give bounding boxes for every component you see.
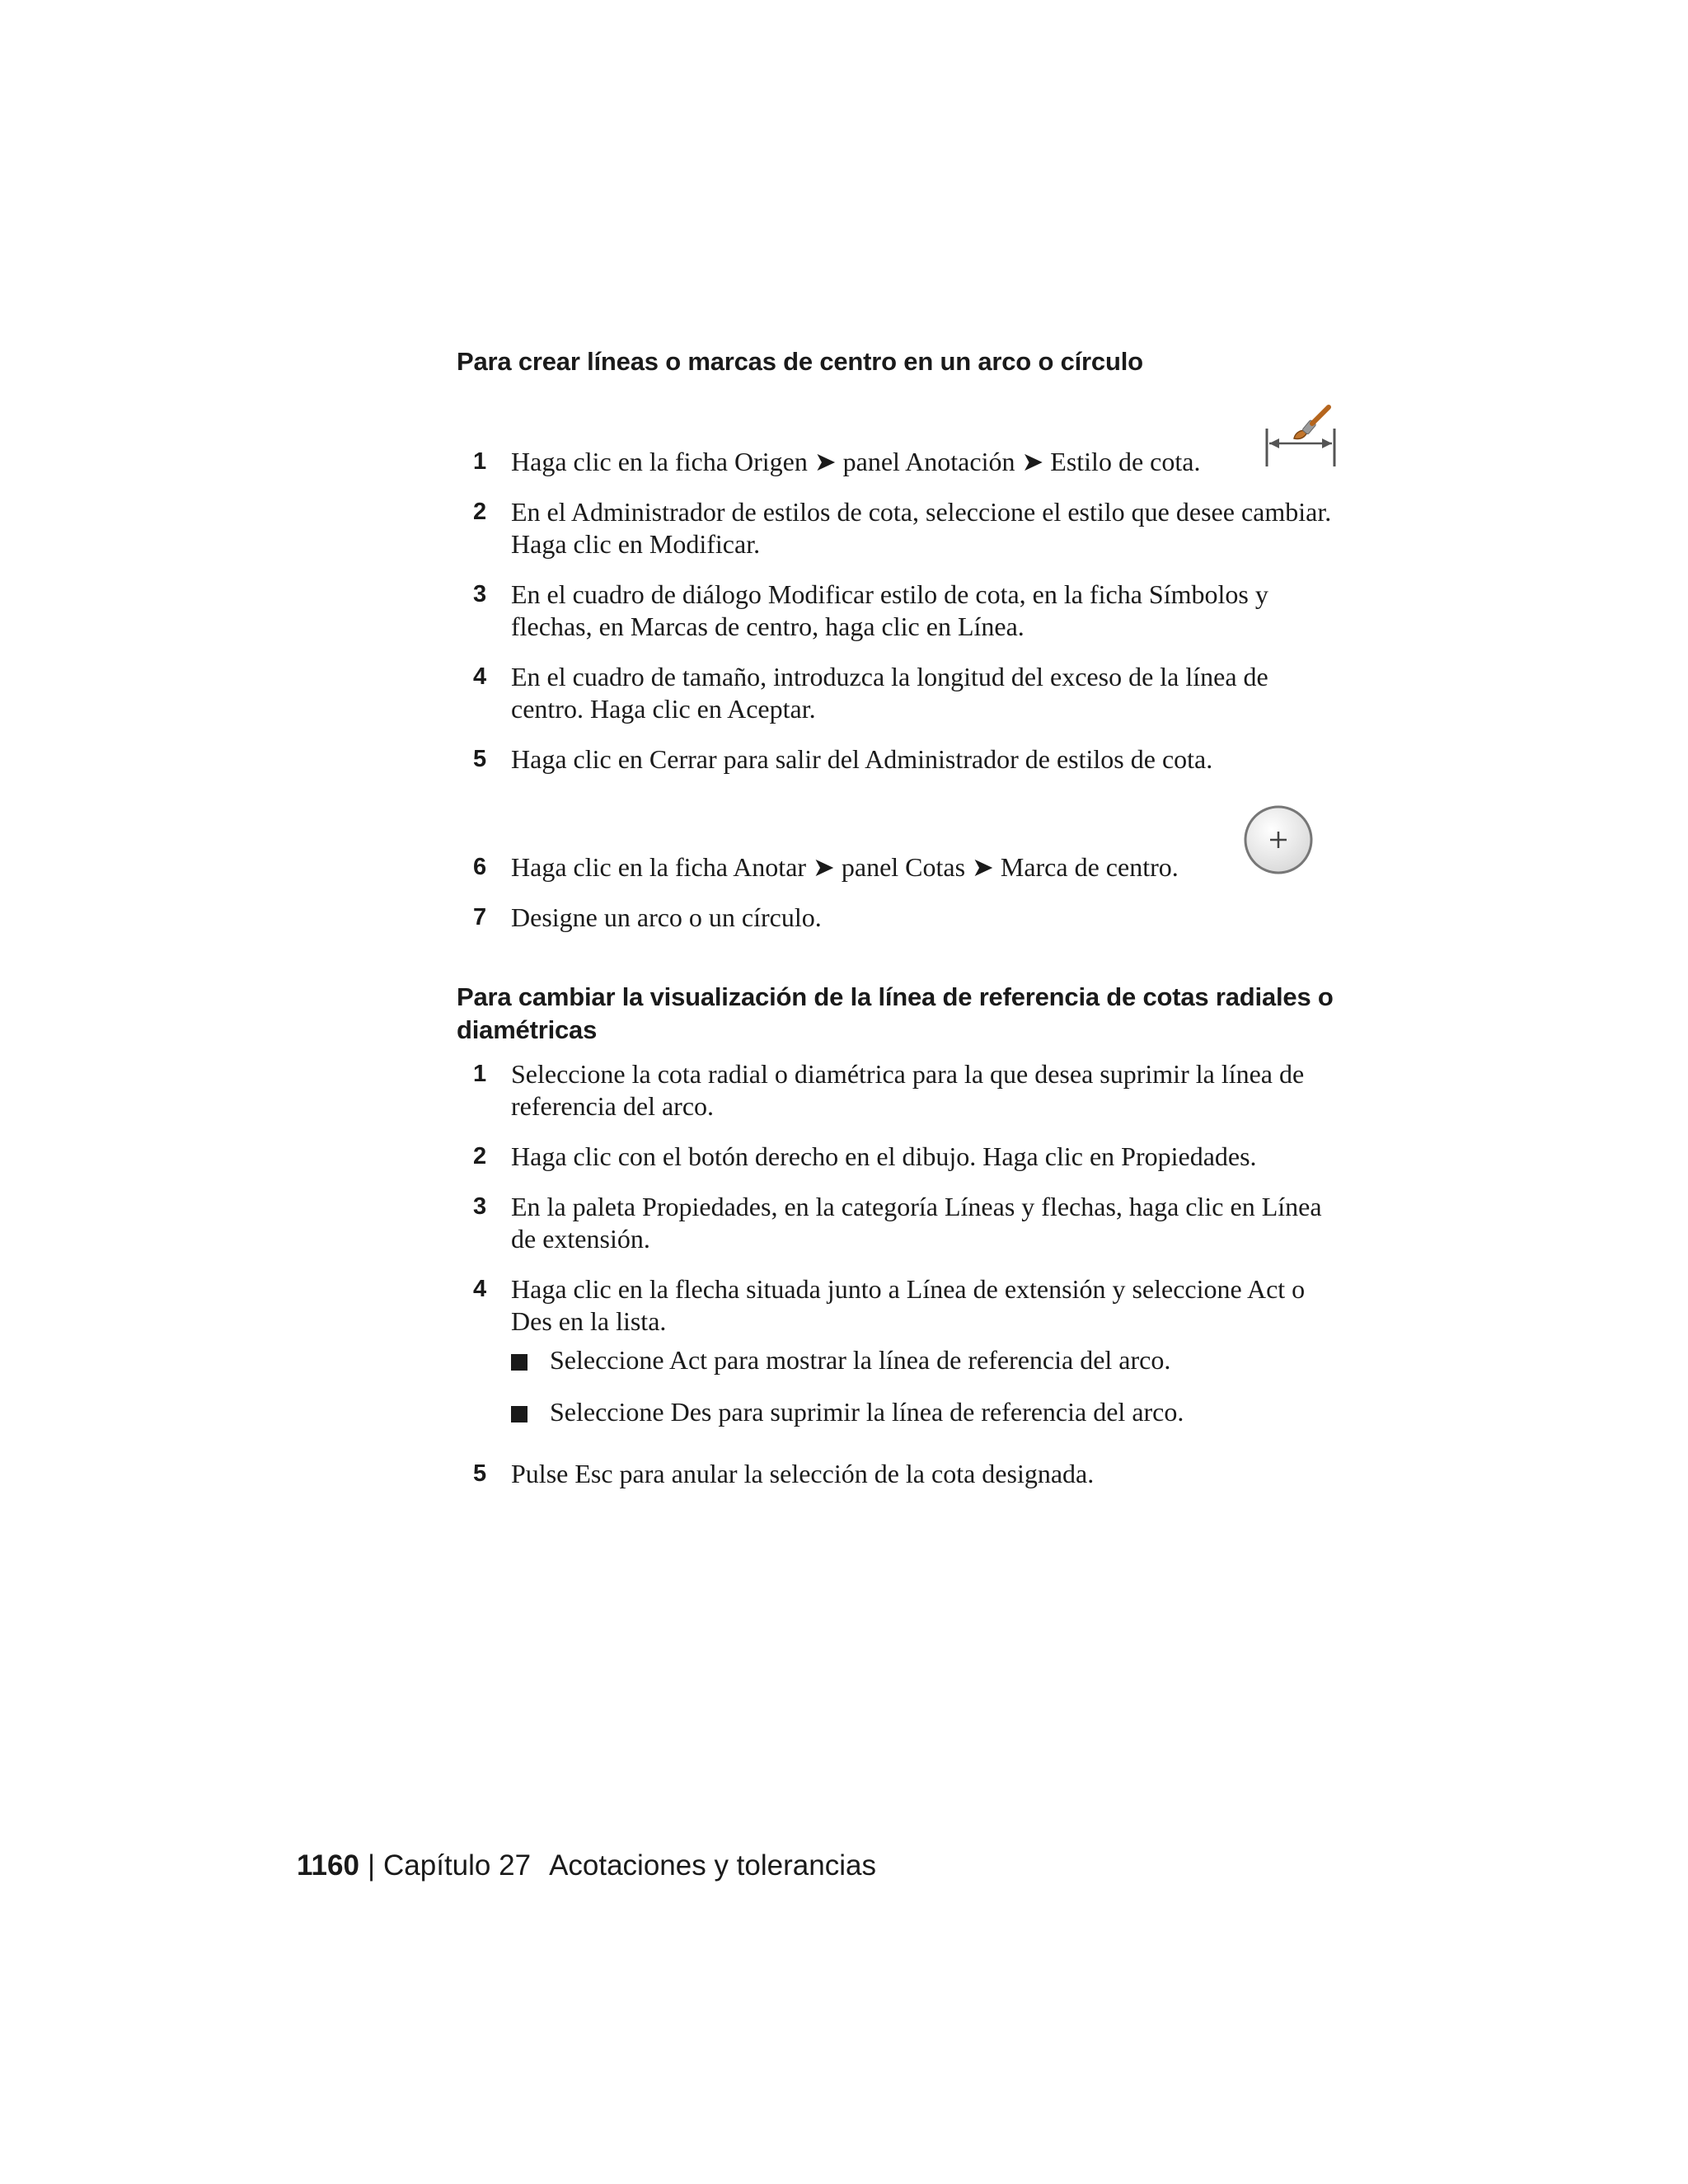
steps-list bbox=[457, 446, 1347, 776]
list-item bbox=[457, 1273, 1347, 1428]
step-text: Seleccione la cota radial o diamétrica para la que desea suprimir la línea de referencia del arco. bbox=[511, 1059, 1305, 1121]
step-number: 2 bbox=[473, 499, 487, 525]
steps-list bbox=[457, 851, 1347, 934]
step-number: 4 bbox=[473, 1276, 487, 1302]
footer-separator: | bbox=[367, 1849, 376, 1882]
list-item bbox=[457, 743, 1347, 776]
step-number: 4 bbox=[473, 663, 487, 690]
step-text: Haga clic con el botón derecho en el dibujo. Haga clic en Propiedades. bbox=[511, 1141, 1257, 1171]
step-text: Haga clic en la flecha situada junto a Línea de extensión y seleccione Act o Des en la lista. bbox=[511, 1274, 1306, 1336]
dimension-style-icon bbox=[1263, 404, 1339, 466]
step-text: Designe un arco o un círculo. bbox=[511, 902, 822, 932]
step-number: 3 bbox=[473, 581, 487, 607]
step-text: En el cuadro de diálogo Modificar estilo de cota, en la ficha Símbolos y flechas, en Marcas de centro, haga clic en Línea. bbox=[511, 579, 1268, 641]
step-number: 1 bbox=[473, 1061, 487, 1087]
bullet-text: Seleccione Des para suprimir la línea de referencia del arco. bbox=[550, 1397, 1184, 1427]
section-center-marks bbox=[457, 345, 1347, 378]
page-footer bbox=[297, 1848, 876, 1884]
list-item bbox=[457, 1141, 1347, 1173]
step-text: En el Administrador de estilos de cota, seleccione el estilo que desee cambiar. Haga clic en Modificar. bbox=[511, 497, 1332, 559]
step-number: 5 bbox=[473, 746, 487, 772]
list-item bbox=[457, 1191, 1347, 1255]
list-item bbox=[457, 579, 1347, 643]
step-number: 3 bbox=[473, 1193, 487, 1220]
list-item bbox=[457, 851, 1347, 883]
list-item bbox=[457, 496, 1347, 560]
bullet-text: Seleccione Act para mostrar la línea de referencia del arco. bbox=[550, 1345, 1171, 1375]
center-mark-icon bbox=[1241, 803, 1315, 877]
chapter-title: Acotaciones y tolerancias bbox=[549, 1849, 876, 1882]
list-item bbox=[457, 1058, 1347, 1122]
steps-list bbox=[457, 1058, 1347, 1490]
step-text: Pulse Esc para anular la selección de la cota designada. bbox=[511, 1459, 1095, 1488]
step-text: En el cuadro de tamaño, introduzca la longitud del exceso de la línea de centro. Haga clic en Aceptar. bbox=[511, 662, 1268, 724]
section-radial-lines bbox=[457, 981, 1347, 1047]
step-number: 6 bbox=[473, 854, 487, 880]
chapter-label: Capítulo 27 bbox=[383, 1849, 532, 1882]
step-number: 5 bbox=[473, 1460, 487, 1487]
step-text: Haga clic en la ficha Origen ➤ panel Anotación ➤ Estilo de cota. bbox=[511, 447, 1201, 476]
steps-list bbox=[457, 446, 1347, 776]
steps-list bbox=[457, 851, 1347, 934]
list-item bbox=[457, 902, 1347, 934]
steps-list bbox=[457, 1058, 1347, 1490]
list-item bbox=[511, 1344, 1347, 1376]
bullet-square-icon bbox=[511, 1354, 528, 1371]
step-number: 2 bbox=[473, 1143, 487, 1169]
step-text: En la paleta Propiedades, en la categoría Líneas y flechas, haga clic en Línea de extensión. bbox=[511, 1192, 1322, 1254]
list-item bbox=[457, 446, 1347, 478]
step-text: Haga clic en la ficha Anotar ➤ panel Cotas ➤ Marca de centro. bbox=[511, 852, 1179, 882]
step-number: 1 bbox=[473, 448, 487, 475]
section-title: Para cambiar la visualización de la línea de referencia de cotas radiales o diamétricas bbox=[457, 982, 1334, 1044]
list-item bbox=[511, 1396, 1347, 1428]
page-number: 1160 bbox=[297, 1849, 359, 1882]
bullet-square-icon bbox=[511, 1406, 528, 1422]
step-text: Haga clic en Cerrar para salir del Administrador de estilos de cota. bbox=[511, 744, 1213, 774]
list-item bbox=[457, 1458, 1347, 1490]
section-title: Para crear líneas o marcas de centro en un arco o círculo bbox=[457, 347, 1143, 376]
bullet-list bbox=[511, 1344, 1347, 1428]
list-item bbox=[457, 661, 1347, 725]
step-number: 7 bbox=[473, 904, 487, 930]
